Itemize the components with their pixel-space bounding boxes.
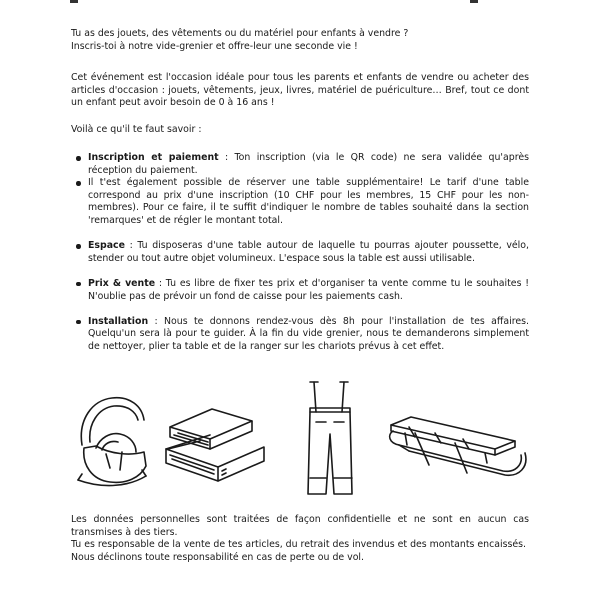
cropped-heading xyxy=(70,0,530,6)
intro-line-2: Inscris-toi à notre vide-grenier et offre-leur une seconde vie ! xyxy=(71,40,358,52)
list-item-prix: Prix & vente : Tu es libre de fixer tes prix et d'organiser ta vente comme tu le souhaites ! N'oublie pas de prévoir un fond de caisse pour les paiements cash. xyxy=(71,278,529,303)
list-item-inscription: Inscription et paiement : Ton inscription (via le QR code) ne sera validée qu'après réception du paiement. xyxy=(71,152,529,177)
lead-text: Voilà ce qu'il te faut savoir : xyxy=(71,124,202,135)
list-item-espace: Espace : Tu disposeras d'une table autour de laquelle tu pourras ajouter poussette, vélo, stender ou tout autre objet volumineux. L'espace sous la table est aussi utilisable. xyxy=(71,240,529,265)
books-icon xyxy=(160,405,270,485)
list-item-table-extra: Il t'est également possible de réserver une table supplémentaire! Le tarif d'une table correspond au prix d'une inscription (10 CHF pour les membres, 15 CHF pour les non-membres). Pour ce faire, il te suffit d'indiquer le nombre de tables souhaité dans la section 'remarques' et de régler le montant total. xyxy=(71,177,529,227)
intro-line-1: Tu as des jouets, des vêtements ou du matériel pour enfants à vendre ? xyxy=(71,28,409,39)
footer-responsibility: Tu es responsable de la vente de tes articles, du retrait des invendus et des montants encaissés. xyxy=(71,539,526,551)
car-seat-icon xyxy=(70,390,150,490)
footer-privacy: Les données personnelles sont traitées de façon confidentielle et ne sont en aucun cas transmises à des tiers. xyxy=(71,514,529,538)
footer-liability: Nous déclinons toute responsabilité en cas de perte ou de vol. xyxy=(71,551,365,563)
list-item-installation: Installation : Nous te donnons rendez-vous dès 8h pour l'installation de tes affaires. Quelqu'un sera là pour te guider. À la fin du vide grenier, nous te demanderons simplement de nettoyer, plier ta table et de la ranger sur les chariots prévus à cet effet. xyxy=(71,316,529,354)
intro xyxy=(71,28,529,53)
info-list xyxy=(71,152,529,354)
ski-pants-icon xyxy=(300,378,360,498)
sled-icon xyxy=(385,405,530,480)
footer-notes xyxy=(71,514,529,564)
description-paragraph: Cet événement est l'occasion idéale pour tous les parents et enfants de vendre ou acheter des articles d'occasion : jouets, vêtements, jeux, livres, matériel de puériculture… Bref, tout ce dont un enfant peut avoir besoin de 0 à 16 ans ! xyxy=(71,72,529,109)
